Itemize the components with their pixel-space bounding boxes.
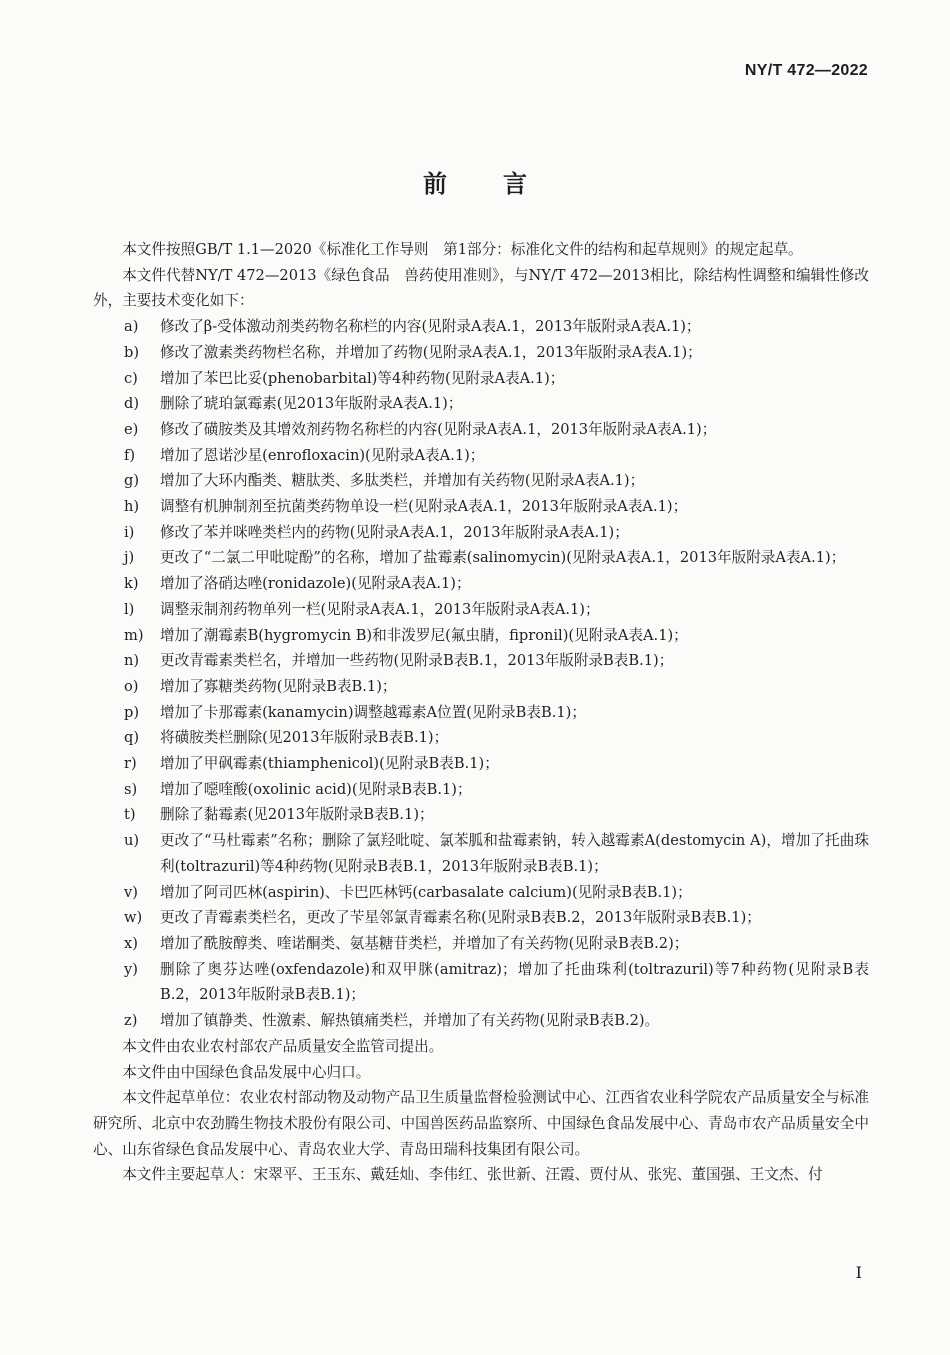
list-item — [93, 597, 869, 623]
list-item-text: 增加了洛硝达唑(ronidazole)(见附录A表A.1)； — [160, 575, 471, 593]
list-item — [93, 777, 869, 803]
list-item-text: 更改了“二氯二甲吡啶酚”的名称，增加了盐霉素(salinomycin)(见附录A表A.1，2013年版附录A表A.1)； — [160, 549, 846, 567]
list-item-text: 将磺胺类栏删除(见2013年版附录B表B.1)； — [160, 729, 449, 747]
list-item — [93, 725, 869, 751]
list-item-text: 增加了大环内酯类、糖肽类、多肽类栏，并增加有关药物(见附录A表A.1)； — [160, 472, 645, 490]
list-marker: n) — [124, 652, 140, 670]
change-list — [93, 314, 869, 1034]
list-item-text: 增加了镇静类、性激素、解热镇痛类栏，并增加了有关药物(见附录B表B.2)。 — [160, 1012, 660, 1030]
list-item-text: 增加了酰胺醇类、喹诺酮类、氨基糖苷类栏，并增加了有关药物(见附录B表B.2)； — [160, 934, 689, 952]
list-item-text: 删除了黏霉素(见2013年版附录B表B.1)； — [160, 806, 434, 824]
list-marker: t) — [124, 806, 136, 824]
list-item-text: 修改了激素类药物栏名称，并增加了药物(见附录A表A.1，2013年版附录A表A.1)； — [160, 343, 702, 361]
list-item-text: 增加了噁喹酸(oxolinic acid)(见附录B表B.1)； — [160, 780, 472, 798]
list-item-text: 增加了苯巴比妥(phenobarbital)等4种药物(见附录A表A.1)； — [160, 369, 565, 387]
list-marker: d) — [124, 395, 140, 413]
list-item-text: 增加了潮霉素B(hygromycin B)和非泼罗尼(氟虫腈，fipronil)(见附录A表A.1)； — [160, 626, 688, 644]
list-marker: s) — [124, 780, 138, 798]
paragraph-drafters: 本文件主要起草人：宋翠平、王玉东、戴廷灿、李伟红、张世新、汪霞、贾付从、张宪、董国强、王文杰、付 — [122, 1166, 823, 1184]
list-marker: h) — [124, 498, 140, 516]
list-item-text: 修改了苯并咪唑类栏内的药物(见附录A表A.1，2013年版附录A表A.1)； — [160, 523, 629, 541]
list-item — [93, 880, 869, 906]
list-item — [93, 520, 869, 546]
list-marker: j) — [124, 549, 135, 567]
paragraph-replacement: 本文件代替NY/T 472—2013《绿色食品 兽药使用准则》，与NY/T 472—2013相比，除结构性调整和编辑性修改外，主要技术变化如下： — [93, 266, 869, 310]
list-item — [93, 545, 869, 571]
paragraph-proposer: 本文件由农业农村部农产品质量安全监管司提出。 — [122, 1037, 444, 1055]
list-item-text: 更改了“马杜霉素”名称；删除了氯羟吡啶、氯苯胍和盐霉素钠，转入越霉素A(destomycin A)，增加了托曲珠利(toltrazuril)等4种药物(见附录B表B.1，2013年版附录B表B.1)； — [160, 832, 869, 875]
list-marker: a) — [124, 318, 139, 336]
list-item — [93, 417, 869, 443]
list-item-text: 更改青霉素类栏名，并增加一些药物(见附录B表B.1，2013年版附录B表B.1)； — [160, 652, 674, 670]
standard-code: NY/T 472—2022 — [744, 62, 868, 79]
list-marker: c) — [124, 369, 138, 387]
list-item — [93, 700, 869, 726]
list-item — [93, 314, 869, 340]
list-item-text: 修改了β-受体激动剂类药物名称栏的内容(见附录A表A.1，2013年版附录A表A.1)； — [160, 318, 701, 336]
list-item — [93, 1008, 869, 1034]
list-item — [93, 751, 869, 777]
list-item — [93, 648, 869, 674]
paragraph-administrator: 本文件由中国绿色食品发展中心归口。 — [122, 1063, 371, 1081]
list-marker: w) — [124, 909, 143, 927]
list-marker: o) — [124, 677, 139, 695]
paragraph-drafting-units: 本文件起草单位：农业农村部动物及动物产品卫生质量监督检验测试中心、江西省农业科学院农产品质量安全与标准研究所、北京中农劲腾生物技术股份有限公司、中国兽医药品监察所、中国绿色食品发展中心、青岛市农产品质量安全中心、山东省绿色食品发展中心、青岛农业大学、青岛田瑞科技集团有限公司。 — [93, 1089, 869, 1158]
list-item-text: 调整有机胂制剂至抗菌类药物单设一栏(见附录A表A.1，2013年版附录A表A.1)； — [160, 498, 688, 516]
list-item — [93, 443, 869, 469]
list-item — [93, 468, 869, 494]
list-item-text: 增加了卡那霉素(kanamycin)调整越霉素A位置(见附录B表B.1)； — [160, 703, 586, 721]
list-item — [93, 828, 869, 879]
list-item-text: 增加了阿司匹林(aspirin)、卡巴匹林钙(carbasalate calcium)(见附录B表B.1)； — [160, 883, 692, 901]
list-marker: l) — [124, 600, 135, 618]
list-item-text: 修改了磺胺类及其增效剂药物名称栏的内容(见附录A表A.1，2013年版附录A表A.1)； — [160, 420, 717, 438]
list-marker: x) — [124, 934, 138, 952]
list-item — [93, 931, 869, 957]
list-marker: f) — [124, 446, 136, 464]
list-item — [93, 391, 869, 417]
list-marker: q) — [124, 729, 140, 747]
list-item-text: 增加了寡糖类药物(见附录B表B.1)； — [160, 677, 397, 695]
list-marker: r) — [124, 755, 137, 773]
list-marker: i) — [124, 523, 135, 541]
list-item-text: 增加了甲砜霉素(thiamphenicol)(见附录B表B.1)； — [160, 755, 499, 773]
list-item — [93, 623, 869, 649]
list-marker: y) — [124, 960, 138, 978]
list-marker: g) — [124, 472, 140, 490]
page-title: 前言 — [423, 169, 583, 198]
list-item-text: 删除了琥珀氯霉素(见2013年版附录A表A.1)； — [160, 395, 463, 413]
list-marker: u) — [124, 832, 140, 850]
list-item — [93, 905, 869, 931]
list-item-text: 更改了青霉素类栏名，更改了苄星邻氯青霉素名称(见附录B表B.2，2013年版附录B表B.1)； — [160, 909, 761, 927]
list-item — [93, 957, 869, 1008]
list-marker: b) — [124, 343, 140, 361]
paragraph-drafting-rules: 本文件按照GB/T 1.1—2020《标准化工作导则 第1部分：标准化文件的结构和起草规则》的规定起草。 — [122, 241, 803, 258]
list-marker: m) — [124, 626, 144, 644]
list-marker: v) — [124, 883, 138, 901]
list-item — [93, 802, 869, 828]
list-item — [93, 494, 869, 520]
list-marker: z) — [124, 1012, 138, 1030]
list-marker: e) — [124, 420, 139, 438]
list-item-text: 增加了恩诺沙星(enrofloxacin)(见附录A表A.1)； — [160, 446, 485, 464]
list-item — [93, 571, 869, 597]
list-item-text: 调整汞制剂药物单列一栏(见附录A表A.1，2013年版附录A表A.1)； — [160, 600, 600, 618]
list-marker: k) — [124, 575, 139, 593]
foreword-body — [93, 237, 869, 1188]
list-item — [93, 366, 869, 392]
list-marker: p) — [124, 703, 140, 721]
page-number: I — [855, 1263, 862, 1282]
list-item-text: 删除了奥芬达唑(oxfendazole)和双甲脒(amitraz)；增加了托曲珠利(toltrazuril)等7种药物(见附录B表B.2，2013年版附录B表B.1)； — [160, 960, 869, 1004]
list-item — [93, 340, 869, 366]
list-item — [93, 674, 869, 700]
